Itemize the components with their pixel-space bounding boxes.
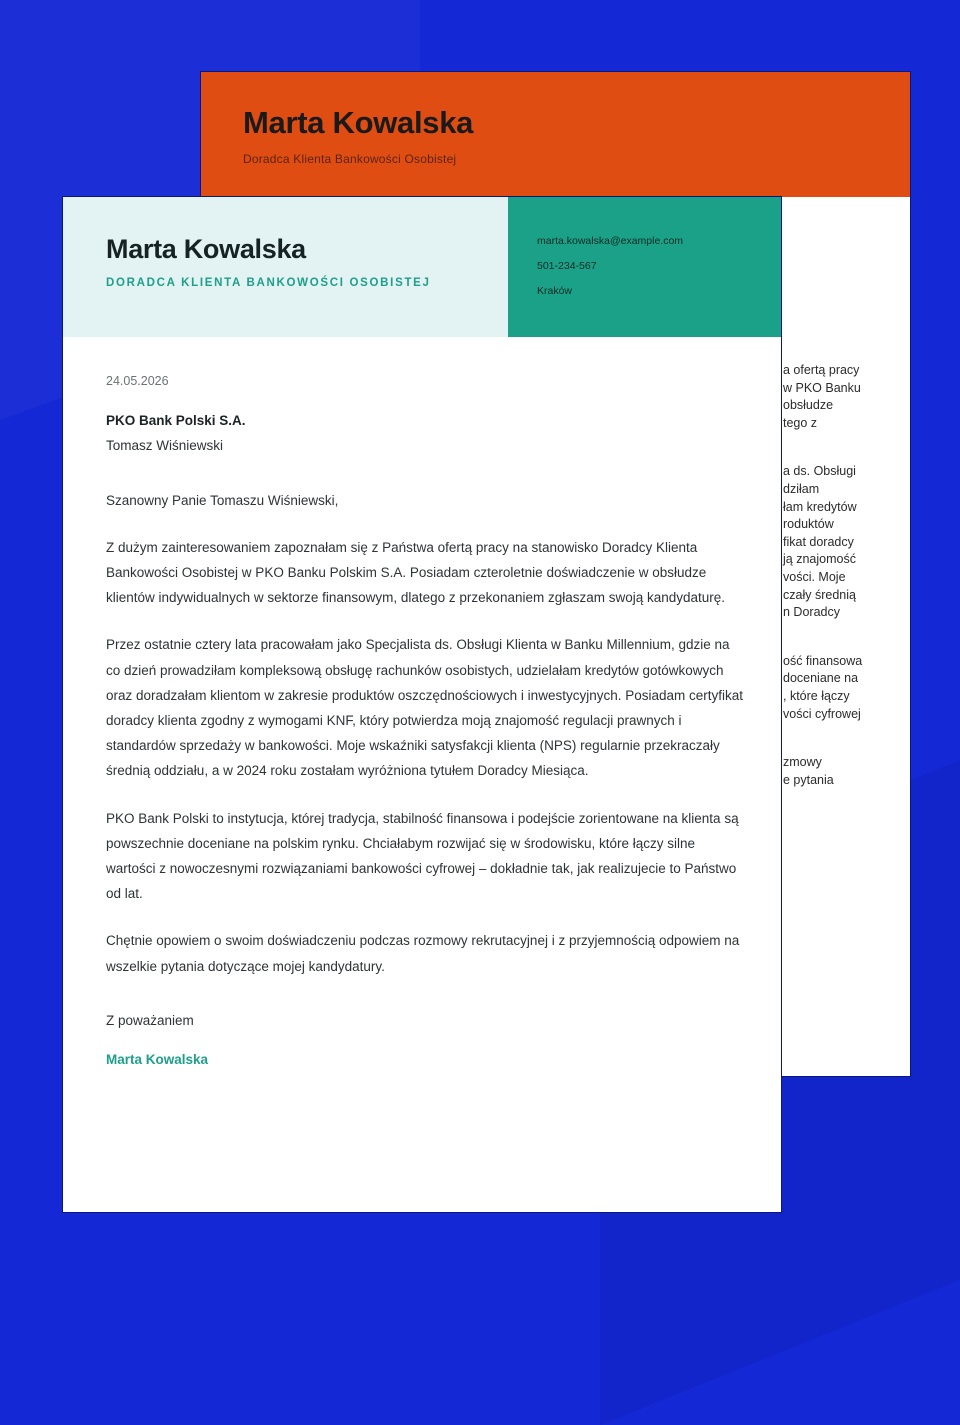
back-paragraph-fragment xyxy=(783,463,907,621)
letter-salutation: Szanowny Panie Tomaszu Wiśniewski, xyxy=(106,492,339,508)
back-line: n Doradcy xyxy=(783,605,840,620)
letter-paragraph: Przez ostatnie cztery lata pracowałam jako Specjalista ds. Obsługi Klienta w Banku Millennium, gdzie na co dzień prowadziłam kompleksową obsługę rachunków osobistych, udzielałam kredytów gotówkowych oraz doradzałam klientom w zakresie produktów oszczędnościowych i inwestycyjnych. Posiadam certyfikat doradcy klienta zgodny z wymogami KNF, który potwierdza moją znajomość regulacji prawnych i standardów sprzedaży w bankowości. Moje wskaźniki satysfakcji klienta (NPS) regularnie przekraczały średnią oddziału, a w 2024 roku zostałam wyróżniona tytułem Doradcy Miesiąca. xyxy=(106,637,744,779)
front-letter-page[interactable] xyxy=(62,196,782,1213)
back-line: roduktów xyxy=(783,517,834,532)
header-name-block xyxy=(63,197,508,337)
back-line: ość finansowa xyxy=(783,653,863,668)
applicant-role: DORADCA KLIENTA BANKOWOŚCI OSOBISTEJ xyxy=(106,277,431,289)
back-line: vości cyfrowej xyxy=(783,706,861,721)
header-contact-block xyxy=(508,197,781,337)
letter-signature: Marta Kowalska xyxy=(106,1052,209,1068)
back-line: vości. Moje xyxy=(783,569,846,584)
contact-city: Kraków xyxy=(537,285,573,297)
back-line: doceniane na xyxy=(783,671,859,686)
back-page-body xyxy=(783,362,907,820)
letter-paragraph: PKO Bank Polski to instytucja, której tradycja, stabilność finansowa i podejście zorientowane na klienta są powszechnie doceniane na polskim rynku. Chciałabym rozwijać się w środowisku, które łączy silne wartości z nowoczesnymi rozwiązaniami bankowości cyfrowej – dokładnie tak, jak realizujecie to Państwo od lat. xyxy=(106,810,739,902)
back-line: obsłudze xyxy=(783,398,834,413)
back-line: w PKO Banku xyxy=(783,380,861,395)
back-line: czały średnią xyxy=(783,587,856,602)
contact-phone[interactable]: 501-234-567 xyxy=(537,260,597,272)
letter-paragraph: Chętnie opowiem o swoim doświadczeniu podczas rozmowy rekrutacyjnej i z przyjemnością odpowiem na wszelkie pytania dotyczące mojej kandydatury. xyxy=(106,933,740,974)
back-line: a ofertą pracy xyxy=(783,363,860,377)
recipient-person: Tomasz Wiśniewski xyxy=(106,438,224,454)
back-paragraph-fragment xyxy=(783,653,907,723)
back-line: , które łączy xyxy=(783,688,850,703)
back-page-role: Doradca Klienta Bankowości Osobistej xyxy=(243,152,457,166)
back-line: e pytania xyxy=(783,772,834,787)
back-line: zmowy xyxy=(783,755,822,770)
contact-email[interactable]: marta.kowalska@example.com xyxy=(537,235,684,247)
letter-paragraph: Z dużym zainteresowaniem zapoznałam się z Państwa ofertą pracy na stanowisko Doradcy Klienta Bankowości Osobistej w PKO Banku Polskim S.A. Posiadam czteroletnie doświadczenie w obsłudze klientów indywidualnych w sektorze finansowym, dlatego z przekonaniem zgłaszam swoją kandydaturę. xyxy=(106,539,726,606)
back-line: tego z xyxy=(783,415,818,430)
letter-date: 24.05.2026 xyxy=(106,374,169,388)
back-paragraph-fragment xyxy=(783,754,907,789)
letter-body xyxy=(106,369,746,1072)
letter-header xyxy=(63,197,781,337)
back-page-name: Marta Kowalska xyxy=(243,105,474,140)
back-line: a ds. Obsługi xyxy=(783,464,856,479)
back-line: ją znajomość xyxy=(783,552,856,567)
back-line: łam kredytów xyxy=(783,499,857,514)
back-page-header xyxy=(201,72,910,197)
back-paragraph-fragment xyxy=(783,362,907,432)
applicant-name: Marta Kowalska xyxy=(106,234,306,264)
back-line: fikat doradcy xyxy=(783,534,854,549)
letter-closing: Z poważaniem xyxy=(106,1012,194,1028)
back-line: dziłam xyxy=(783,481,820,496)
recipient-company: PKO Bank Polski S.A. xyxy=(106,413,246,429)
